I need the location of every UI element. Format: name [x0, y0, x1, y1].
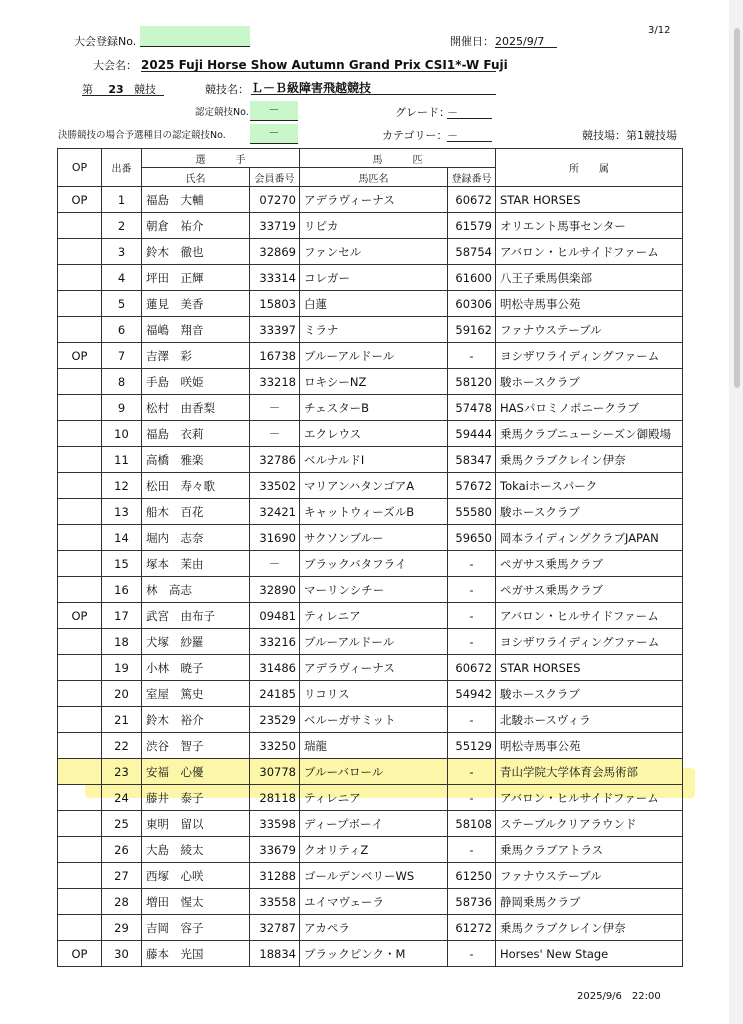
affiliation-cell: ファナウステーブル — [496, 863, 683, 889]
printed-timestamp: 2025/9/6 22:00 — [577, 991, 661, 1002]
op-cell — [58, 811, 102, 837]
horse-name-cell: コレガー — [300, 265, 448, 291]
member-no-cell: 31690 — [250, 525, 300, 551]
horse-name-cell: ロキシーNZ — [300, 369, 448, 395]
op-cell — [58, 291, 102, 317]
member-no-cell: 16738 — [250, 343, 300, 369]
rider-name-cell: 藤井 泰子 — [142, 785, 250, 811]
horse-name-cell: クオリティZ — [300, 837, 448, 863]
start-no-cell: 13 — [102, 499, 142, 525]
affiliation-cell: STAR HORSES — [496, 655, 683, 681]
group-rider-header: 選 手 — [142, 149, 300, 168]
op-cell — [58, 837, 102, 863]
horse-reg-cell: 55580 — [448, 499, 496, 525]
horse-name-cell: チェスターB — [300, 395, 448, 421]
table-row — [58, 551, 683, 577]
table-row-highlighted — [58, 759, 683, 785]
member-no-cell: 32421 — [250, 499, 300, 525]
op-cell — [58, 525, 102, 551]
horse-name-cell: キャットウィーズルB — [300, 499, 448, 525]
affiliation-cell: ファナウステーブル — [496, 317, 683, 343]
horse-reg-cell: 55129 — [448, 733, 496, 759]
col-member-no-header: 会員番号 — [250, 168, 300, 187]
table-row — [58, 499, 683, 525]
horse-reg-cell: - — [448, 603, 496, 629]
group-horse-header: 馬 匹 — [300, 149, 496, 168]
affiliation-cell: 静岡乗馬クラブ — [496, 889, 683, 915]
horse-name-cell: 白蓮 — [300, 291, 448, 317]
horse-reg-cell: 57478 — [448, 395, 496, 421]
op-cell — [58, 473, 102, 499]
start-no-cell: 27 — [102, 863, 142, 889]
horse-name-cell: 瑞龍 — [300, 733, 448, 759]
op-cell — [58, 733, 102, 759]
horse-name-cell: ティレニア — [300, 785, 448, 811]
col-horse-name-header: 馬匹名 — [300, 168, 448, 187]
horse-reg-cell: 61250 — [448, 863, 496, 889]
horse-reg-cell: 58754 — [448, 239, 496, 265]
horse-reg-cell: - — [448, 759, 496, 785]
col-op-header: OP — [58, 149, 102, 187]
member-no-cell: 18834 — [250, 941, 300, 967]
horse-name-cell: マーリンシチー — [300, 577, 448, 603]
start-no-cell: 22 — [102, 733, 142, 759]
op-cell: OP — [58, 187, 102, 213]
affiliation-cell: ペガサス乗馬クラブ — [496, 577, 683, 603]
rider-name-cell: 福島 衣莉 — [142, 421, 250, 447]
event-no-prefix: 第 — [82, 84, 98, 96]
table-row — [58, 707, 683, 733]
start-no-cell: 21 — [102, 707, 142, 733]
op-cell — [58, 655, 102, 681]
qual-value: － — [250, 124, 298, 144]
table-row — [58, 213, 683, 239]
tournament-name: 2025 Fuji Horse Show Autumn Grand Prix CSI1*-W Fuji — [141, 58, 508, 72]
table-row — [58, 811, 683, 837]
affiliation-cell: STAR HORSES — [496, 187, 683, 213]
start-no-cell: 6 — [102, 317, 142, 343]
horse-reg-cell: - — [448, 785, 496, 811]
table-row — [58, 291, 683, 317]
scrollbar-thumb[interactable] — [734, 28, 740, 388]
table-row — [58, 525, 683, 551]
table-row — [58, 889, 683, 915]
table-row — [58, 369, 683, 395]
op-cell — [58, 785, 102, 811]
member-no-cell: 33250 — [250, 733, 300, 759]
op-cell: OP — [58, 343, 102, 369]
horse-name-cell: ユイマヴェーラ — [300, 889, 448, 915]
member-no-cell: 24185 — [250, 681, 300, 707]
event-name: Ｌ－Ｂ級障害飛越競技 — [251, 82, 496, 95]
table-row — [58, 343, 683, 369]
table-row — [58, 395, 683, 421]
horse-reg-cell: - — [448, 551, 496, 577]
horse-name-cell: ブルーバロール — [300, 759, 448, 785]
start-no-cell: 4 — [102, 265, 142, 291]
affiliation-cell: ステーブルクリアラウンド — [496, 811, 683, 837]
start-no-cell: 14 — [102, 525, 142, 551]
affiliation-cell: 岡本ライディングクラブJAPAN — [496, 525, 683, 551]
member-no-cell: 15803 — [250, 291, 300, 317]
horse-name-cell: ベルーガサミット — [300, 707, 448, 733]
start-no-cell: 20 — [102, 681, 142, 707]
affiliation-cell: 明松寺馬事公苑 — [496, 733, 683, 759]
op-cell — [58, 707, 102, 733]
horse-reg-cell: 58108 — [448, 811, 496, 837]
affiliation-cell: 駿ホースクラブ — [496, 499, 683, 525]
op-cell — [58, 681, 102, 707]
op-cell — [58, 317, 102, 343]
horse-name-cell: ブルーアルドール — [300, 343, 448, 369]
horse-name-cell: ブラックピンク・M — [300, 941, 448, 967]
horse-reg-cell: 61272 — [448, 915, 496, 941]
horse-reg-cell: 59444 — [448, 421, 496, 447]
op-cell — [58, 863, 102, 889]
table-row — [58, 473, 683, 499]
table-row — [58, 629, 683, 655]
rider-name-cell: 武宮 由布子 — [142, 603, 250, 629]
horse-name-cell: アデラヴィーナス — [300, 187, 448, 213]
member-no-cell: － — [250, 421, 300, 447]
start-no-cell: 29 — [102, 915, 142, 941]
qual-label: 決勝競技の場合予選種目の認定競技No. — [58, 130, 226, 141]
horse-name-cell: ブラックバタフライ — [300, 551, 448, 577]
op-cell — [58, 915, 102, 941]
table-row — [58, 577, 683, 603]
table-row — [58, 681, 683, 707]
rider-name-cell: 高橋 雅楽 — [142, 447, 250, 473]
start-no-cell: 24 — [102, 785, 142, 811]
horse-name-cell: ファンセル — [300, 239, 448, 265]
rider-name-cell: 蓮見 美香 — [142, 291, 250, 317]
member-no-cell: 33502 — [250, 473, 300, 499]
member-no-cell: 33558 — [250, 889, 300, 915]
horse-reg-cell: 61579 — [448, 213, 496, 239]
op-cell — [58, 447, 102, 473]
affiliation-cell: アバロン・ヒルサイドファーム — [496, 603, 683, 629]
table-row — [58, 785, 683, 811]
date-value: 2025/9/7 — [495, 36, 557, 48]
affiliation-cell: 乗馬クラブニューシーズン御殿場 — [496, 421, 683, 447]
horse-name-cell: サクソンブルー — [300, 525, 448, 551]
horse-name-cell: ミラナ — [300, 317, 448, 343]
start-no-cell: 17 — [102, 603, 142, 629]
start-no-cell: 15 — [102, 551, 142, 577]
rider-name-cell: 犬塚 紗羅 — [142, 629, 250, 655]
horse-name-cell: アカペラ — [300, 915, 448, 941]
start-no-cell: 3 — [102, 239, 142, 265]
start-no-cell: 30 — [102, 941, 142, 967]
horse-reg-cell: 59650 — [448, 525, 496, 551]
op-cell — [58, 265, 102, 291]
horse-reg-cell: - — [448, 707, 496, 733]
horse-name-cell: ゴールデンベリーWS — [300, 863, 448, 889]
op-cell: OP — [58, 941, 102, 967]
op-cell — [58, 629, 102, 655]
member-no-cell: 32787 — [250, 915, 300, 941]
member-no-cell: 28118 — [250, 785, 300, 811]
horse-reg-cell: - — [448, 941, 496, 967]
col-rider-name-header: 氏名 — [142, 168, 250, 187]
table-row — [58, 837, 683, 863]
op-cell — [58, 889, 102, 915]
affiliation-cell: 乗馬クラブクレイン伊奈 — [496, 447, 683, 473]
member-no-cell: 31288 — [250, 863, 300, 889]
op-cell — [58, 239, 102, 265]
start-no-cell: 5 — [102, 291, 142, 317]
op-cell — [58, 759, 102, 785]
col-horse-reg-header: 登録番号 — [448, 168, 496, 187]
horse-reg-cell: 59162 — [448, 317, 496, 343]
affiliation-cell: ペガサス乗馬クラブ — [496, 551, 683, 577]
horse-reg-cell: 58120 — [448, 369, 496, 395]
rider-name-cell: 松田 寿々歌 — [142, 473, 250, 499]
table-row — [58, 239, 683, 265]
horse-name-cell: ブルーアルドール — [300, 629, 448, 655]
scrollbar[interactable] — [729, 0, 743, 1024]
rider-name-cell: 塚本 茉由 — [142, 551, 250, 577]
member-no-cell: 31486 — [250, 655, 300, 681]
affiliation-cell: 駿ホースクラブ — [496, 681, 683, 707]
horse-reg-cell: 60672 — [448, 187, 496, 213]
rider-name-cell: 手島 咲姫 — [142, 369, 250, 395]
member-no-cell: 33314 — [250, 265, 300, 291]
rider-name-cell: 増田 惺太 — [142, 889, 250, 915]
member-no-cell: 32786 — [250, 447, 300, 473]
affiliation-cell: 北駿ホースヴィラ — [496, 707, 683, 733]
event-name-label: 競技名： — [205, 83, 249, 96]
rider-name-cell: 安福 心優 — [142, 759, 250, 785]
table-row — [58, 863, 683, 889]
horse-name-cell: マリアンハタンゴアA — [300, 473, 448, 499]
rider-name-cell: 西塚 心咲 — [142, 863, 250, 889]
table-row — [58, 655, 683, 681]
arena: 競技場：第1競技場 — [582, 129, 677, 142]
tournament-reg-field — [140, 26, 250, 47]
horse-reg-cell: 57672 — [448, 473, 496, 499]
rider-name-cell: 渋谷 智子 — [142, 733, 250, 759]
affiliation-cell: ヨシザワライディングファーム — [496, 629, 683, 655]
rider-name-cell: 吉澤 彩 — [142, 343, 250, 369]
horse-name-cell: ディープボーイ — [300, 811, 448, 837]
rider-name-cell: 坪田 正輝 — [142, 265, 250, 291]
member-no-cell: 07270 — [250, 187, 300, 213]
rider-name-cell: 小林 暁子 — [142, 655, 250, 681]
affiliation-cell: アバロン・ヒルサイドファーム — [496, 239, 683, 265]
start-no-cell: 28 — [102, 889, 142, 915]
start-no-cell: 18 — [102, 629, 142, 655]
table-row — [58, 941, 683, 967]
rider-name-cell: 藤本 光国 — [142, 941, 250, 967]
event-no-suffix: 競技 — [134, 84, 164, 96]
grade-label: グレード： — [395, 106, 450, 119]
date-label: 開催日： — [450, 35, 494, 48]
start-no-cell: 10 — [102, 421, 142, 447]
tournament-name-label: 大会名： — [93, 59, 137, 72]
table-row — [58, 421, 683, 447]
cert-no-value: － — [250, 101, 298, 121]
horse-reg-cell: - — [448, 837, 496, 863]
start-no-cell: 8 — [102, 369, 142, 395]
grade-value: － — [447, 107, 492, 119]
horse-name-cell: ベルナルドI — [300, 447, 448, 473]
op-cell — [58, 369, 102, 395]
table-row — [58, 915, 683, 941]
affiliation-cell: オリエント馬事センター — [496, 213, 683, 239]
horse-reg-cell: 58736 — [448, 889, 496, 915]
member-no-cell: 32890 — [250, 577, 300, 603]
op-cell — [58, 395, 102, 421]
affiliation-cell: Tokaiホースパーク — [496, 473, 683, 499]
horse-reg-cell: 60672 — [448, 655, 496, 681]
rider-name-cell: 福島 大輔 — [142, 187, 250, 213]
event-no: 23 — [98, 84, 134, 96]
horse-name-cell: リピカ — [300, 213, 448, 239]
member-no-cell: 33216 — [250, 629, 300, 655]
rider-name-cell: 朝倉 祐介 — [142, 213, 250, 239]
member-no-cell: 32869 — [250, 239, 300, 265]
horse-reg-cell: 61600 — [448, 265, 496, 291]
table-row — [58, 187, 683, 213]
start-no-cell: 12 — [102, 473, 142, 499]
horse-reg-cell: 54942 — [448, 681, 496, 707]
member-no-cell: 33679 — [250, 837, 300, 863]
affiliation-cell: 明松寺馬事公苑 — [496, 291, 683, 317]
rider-name-cell: 堀内 志奈 — [142, 525, 250, 551]
op-cell — [58, 499, 102, 525]
category-value: － — [447, 130, 492, 142]
op-cell: OP — [58, 603, 102, 629]
affiliation-cell: アバロン・ヒルサイドファーム — [496, 785, 683, 811]
cert-no-label: 認定競技No. — [195, 107, 249, 118]
rider-name-cell: 大島 綾太 — [142, 837, 250, 863]
affiliation-cell: 乗馬クラブクレイン伊奈 — [496, 915, 683, 941]
table-row — [58, 317, 683, 343]
member-no-cell: － — [250, 551, 300, 577]
start-no-cell: 2 — [102, 213, 142, 239]
rider-name-cell: 鈴木 裕介 — [142, 707, 250, 733]
start-no-cell: 7 — [102, 343, 142, 369]
table-row — [58, 265, 683, 291]
start-no-cell: 23 — [102, 759, 142, 785]
col-start-header: 出番 — [102, 149, 142, 187]
start-no-cell: 9 — [102, 395, 142, 421]
op-cell — [58, 213, 102, 239]
affiliation-cell: 乗馬クラブアトラス — [496, 837, 683, 863]
rider-name-cell: 東明 留以 — [142, 811, 250, 837]
horse-name-cell: ティレニア — [300, 603, 448, 629]
member-no-cell: 30778 — [250, 759, 300, 785]
table-row — [58, 603, 683, 629]
horse-reg-cell: 58347 — [448, 447, 496, 473]
category-label: カテゴリー： — [382, 129, 448, 142]
affiliation-cell: Horses' New Stage — [496, 941, 683, 967]
horse-name-cell: アデラヴィーナス — [300, 655, 448, 681]
affiliation-cell: 八王子乗馬倶楽部 — [496, 265, 683, 291]
affiliation-cell: 駿ホースクラブ — [496, 369, 683, 395]
rider-name-cell: 室屋 篤史 — [142, 681, 250, 707]
rider-name-cell: 鈴木 徹也 — [142, 239, 250, 265]
op-cell — [58, 577, 102, 603]
affiliation-cell: 青山学院大学体育会馬術部 — [496, 759, 683, 785]
horse-name-cell: リコリス — [300, 681, 448, 707]
start-no-cell: 11 — [102, 447, 142, 473]
start-no-cell: 26 — [102, 837, 142, 863]
rider-name-cell: 吉岡 容子 — [142, 915, 250, 941]
op-cell — [58, 421, 102, 447]
affiliation-cell: HASパロミノポニークラブ — [496, 395, 683, 421]
horse-reg-cell: - — [448, 343, 496, 369]
member-no-cell: 33397 — [250, 317, 300, 343]
member-no-cell: 23529 — [250, 707, 300, 733]
member-no-cell: 09481 — [250, 603, 300, 629]
col-affiliation-header: 所 属 — [496, 149, 683, 187]
horse-reg-cell: 60306 — [448, 291, 496, 317]
member-no-cell: － — [250, 395, 300, 421]
start-no-cell: 1 — [102, 187, 142, 213]
table-row — [58, 447, 683, 473]
horse-reg-cell: - — [448, 577, 496, 603]
start-no-cell: 25 — [102, 811, 142, 837]
tournament-reg-label: 大会登録No. — [74, 35, 137, 48]
table-row — [58, 733, 683, 759]
start-no-cell: 19 — [102, 655, 142, 681]
member-no-cell: 33218 — [250, 369, 300, 395]
page-number: 3/12 — [648, 25, 671, 36]
horse-reg-cell: - — [448, 629, 496, 655]
affiliation-cell: ヨシザワライディングファーム — [496, 343, 683, 369]
rider-name-cell: 福嶋 翔音 — [142, 317, 250, 343]
rider-name-cell: 林 高志 — [142, 577, 250, 603]
start-list-table — [57, 148, 683, 967]
start-no-cell: 16 — [102, 577, 142, 603]
rider-name-cell: 船木 百花 — [142, 499, 250, 525]
member-no-cell: 33598 — [250, 811, 300, 837]
rider-name-cell: 松村 由香梨 — [142, 395, 250, 421]
op-cell — [58, 551, 102, 577]
horse-name-cell: エクレウス — [300, 421, 448, 447]
member-no-cell: 33719 — [250, 213, 300, 239]
